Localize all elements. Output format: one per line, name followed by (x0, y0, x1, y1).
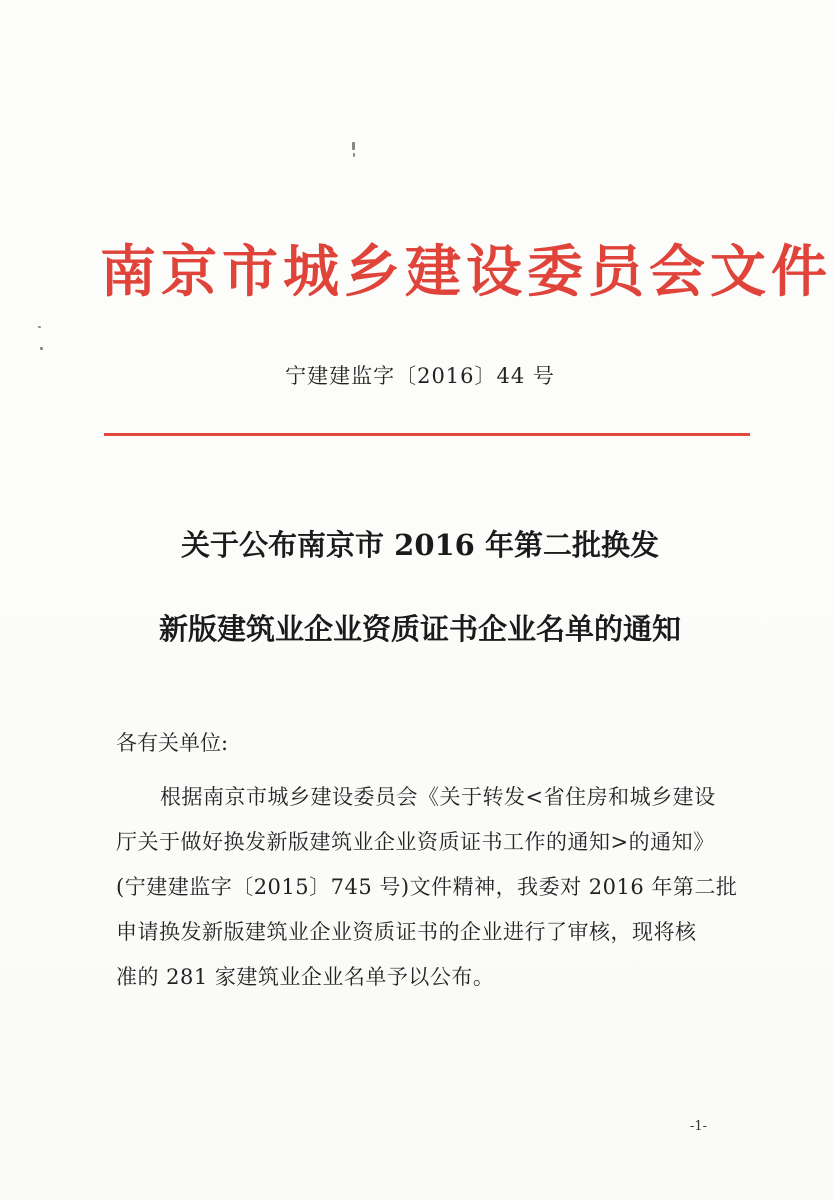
page-number: -1- (690, 1119, 708, 1134)
body-line: 根据南京市城乡建设委员会《关于转发<省住房和城乡建设 (160, 785, 716, 809)
body-line: (宁建建监字〔2015〕745 号)文件精神，我委对 2016 年第二批 (116, 875, 738, 899)
scan-speck (353, 153, 355, 157)
notice-title-line-1: 关于公布南京市 2016 年第二批换发 (181, 528, 659, 562)
body-line: 厅关于做好换发新版建筑业企业资质证书工作的通知>的通知》 (116, 830, 715, 854)
scan-speck (38, 326, 41, 328)
body-line: 准的 281 家建筑业企业名单予以公布。 (116, 965, 495, 989)
body-line: 申请换发新版建筑业企业资质证书的企业进行了审核，现将核 (116, 920, 697, 944)
issuer-header-title: 南京市城乡建设委员会文件 (100, 239, 832, 305)
header-divider (104, 433, 750, 436)
document-number: 宁建建监字〔2016〕44 号 (285, 364, 555, 388)
notice-title-line-2: 新版建筑业企业资质证书企业名单的通知 (158, 612, 681, 646)
scan-speck (40, 347, 43, 350)
scan-speck (352, 142, 355, 150)
salutation: 各有关单位: (116, 731, 229, 755)
